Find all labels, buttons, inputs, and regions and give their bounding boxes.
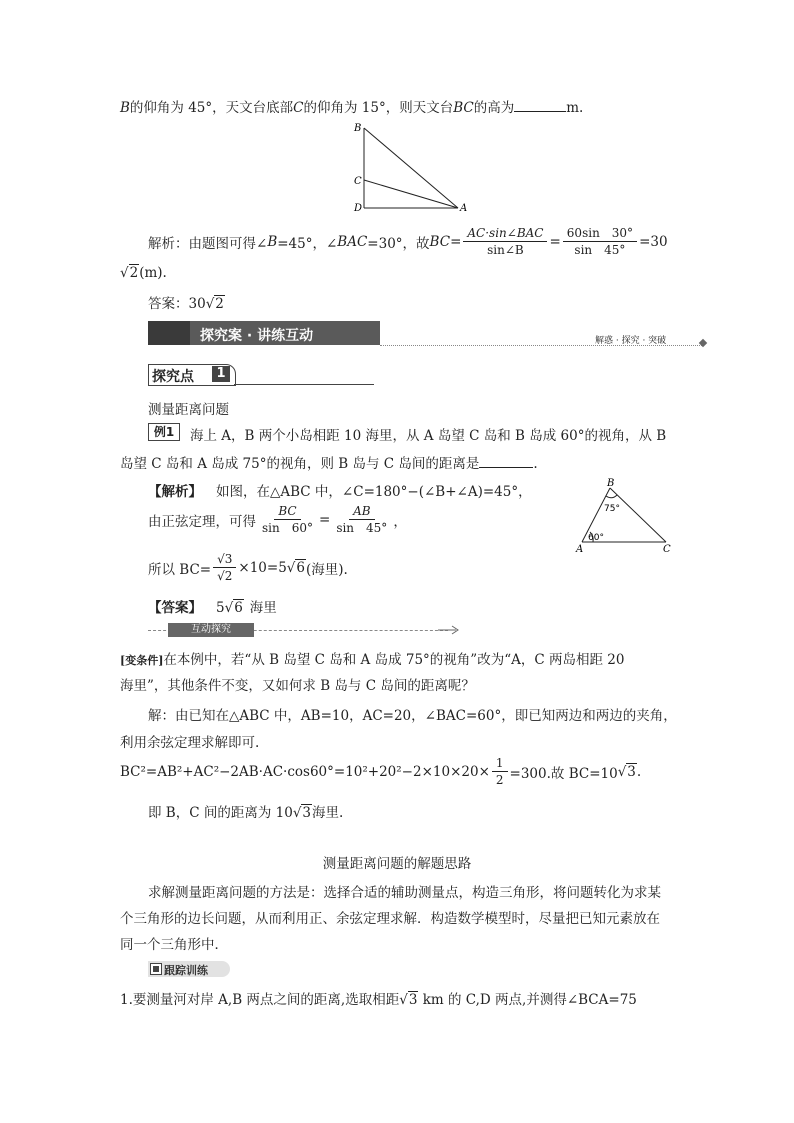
example-1-line-2: 岛望 C 岛和 A 岛成 75°的视角，则 B 岛与 C 岛间的距离是 .: [120, 456, 538, 472]
example-badge: 例1: [148, 423, 180, 441]
topic-title: 测量距离问题: [148, 402, 229, 418]
fraction-60sin: $\frac{60\sin 30^\circ}{\sin 45^\circ}$: [563, 226, 637, 257]
analysis-line-2: 由正弦定理，可得 $\frac{BC}{\sin 60^\circ}$ = $\frac{AB}{\sin 45^\circ}$ ，: [148, 504, 407, 535]
label-a-2: A: [576, 544, 584, 555]
label-c: C: [354, 176, 362, 187]
fraction-sqrt3-sqrt2: $\frac{√3}{√2}$: [213, 552, 236, 583]
arrow-right-icon: [438, 625, 462, 635]
figure-triangle-bcda: [350, 118, 480, 218]
answer-blank: [514, 111, 566, 112]
solution-1-line-2: √2(m).: [120, 265, 167, 281]
label-c-2: C: [663, 544, 671, 555]
angle-60: 60°: [588, 533, 604, 543]
tag-underline: [234, 384, 374, 385]
explore-point-number: 1: [212, 366, 230, 382]
variant-solution-line-1: 解：由已知在△ABC 中，AB=10，AC=20，∠BAC=60°，即已知两边和两边的夹角，: [148, 708, 677, 724]
explore-point-label: 探究点: [152, 369, 194, 385]
interactive-explore-label: 互动探究: [168, 623, 254, 637]
label-b-2: B: [607, 478, 615, 489]
variant-solution-line-4: 即 B，C 间的距离为 10√3海里.: [148, 805, 344, 821]
tracking-question-1: 1.要测量河对岸 A,B 两点之间的距离,选取相距√3 km 的 C,D 两点,并测得∠BCA=75: [120, 992, 637, 1008]
tracking-training-label: 跟踪训练: [164, 964, 208, 977]
variant-solution-line-3: BC²=AB²+AC²−2AB·AC·cos60°=10²+20²−2×10×20× $\frac{1}{2}$ =300.故 BC=10 √ 3 .: [120, 756, 642, 787]
variant-line-1: [变条件]在本例中，若“从 B 岛望 C 岛和 A 岛成 75°的视角”改为“A，C 两岛相距 20: [120, 652, 625, 668]
angle-75: 75°: [604, 504, 620, 514]
fraction-one-half: $\frac{1}{2}$: [492, 756, 508, 787]
answer-2: 【答案】 5√6 海里: [148, 600, 277, 616]
problem-line-1: B的仰角为 45°，天文台底部C的仰角为 15°，则天文台BC的高为 m.: [120, 100, 584, 116]
summary-title: 测量距离问题的解题思路: [322, 856, 472, 872]
solution-1-line-1: 解析：由题图可得∠ B =45°，∠ BAC =30°，故 BC = $\frac{\text{AC·sin∠BAC}}{\sin\angle B}$ = $\frac{60\sin 30^\circ}{\sin 45^\circ}$ =30: [148, 226, 668, 257]
fraction-bc-sin60: $\frac{BC}{\sin 60^\circ}$: [262, 504, 313, 535]
variant-solution-line-2: 利用余弦定理求解即可.: [120, 735, 260, 751]
section-title: 探究案 · 讲练互动: [200, 328, 314, 344]
example-1-line-1: 海上 A，B 两个小岛相距 10 海里，从 A 岛望 C 岛和 B 岛成 60°的视角，从 B: [190, 428, 667, 444]
label-a: A: [460, 203, 468, 214]
summary-line-3: 同一个三角形中．: [120, 937, 228, 953]
training-icon: [150, 963, 162, 975]
variant-line-2: 海里”，其他条件不变，又如何求 B 岛与 C 岛间的距离呢？: [120, 678, 475, 694]
summary-line-2: 个三角形的边长问题，从而利用正、余弦定理求解．构造数学模型时，尽量把已知元素放在: [120, 911, 660, 927]
analysis-line-3: 所以 BC= $\frac{√3}{√2}$ ×10=5 √ 6 (海里).: [148, 552, 348, 583]
fraction-ac-sin: $\frac{\text{AC·sin∠BAC}}{\sin\angle B}$: [463, 226, 547, 257]
chevron-icon: [148, 321, 190, 345]
figure-triangle-abc: [570, 476, 680, 556]
interactive-explore-divider: [148, 623, 458, 637]
label-d: D: [354, 203, 363, 214]
analysis-line-1: 【解析】 如图，在△ABC 中，∠C=180°−(∠B+∠A)=45°，: [148, 484, 532, 500]
answer-blank-2: [479, 467, 533, 468]
answer-1: 答案：30√2: [148, 296, 224, 312]
section-subtitle: 解惑 · 探究 · 突破: [595, 336, 667, 346]
label-b: B: [354, 123, 362, 134]
fraction-ab-sin45: $\frac{AB}{\sin 45^\circ}$: [336, 504, 388, 535]
summary-line-1: 求解测量距离问题的方法是：选择合适的辅助测量点，构造三角形，将问题转化为求某: [148, 885, 661, 901]
